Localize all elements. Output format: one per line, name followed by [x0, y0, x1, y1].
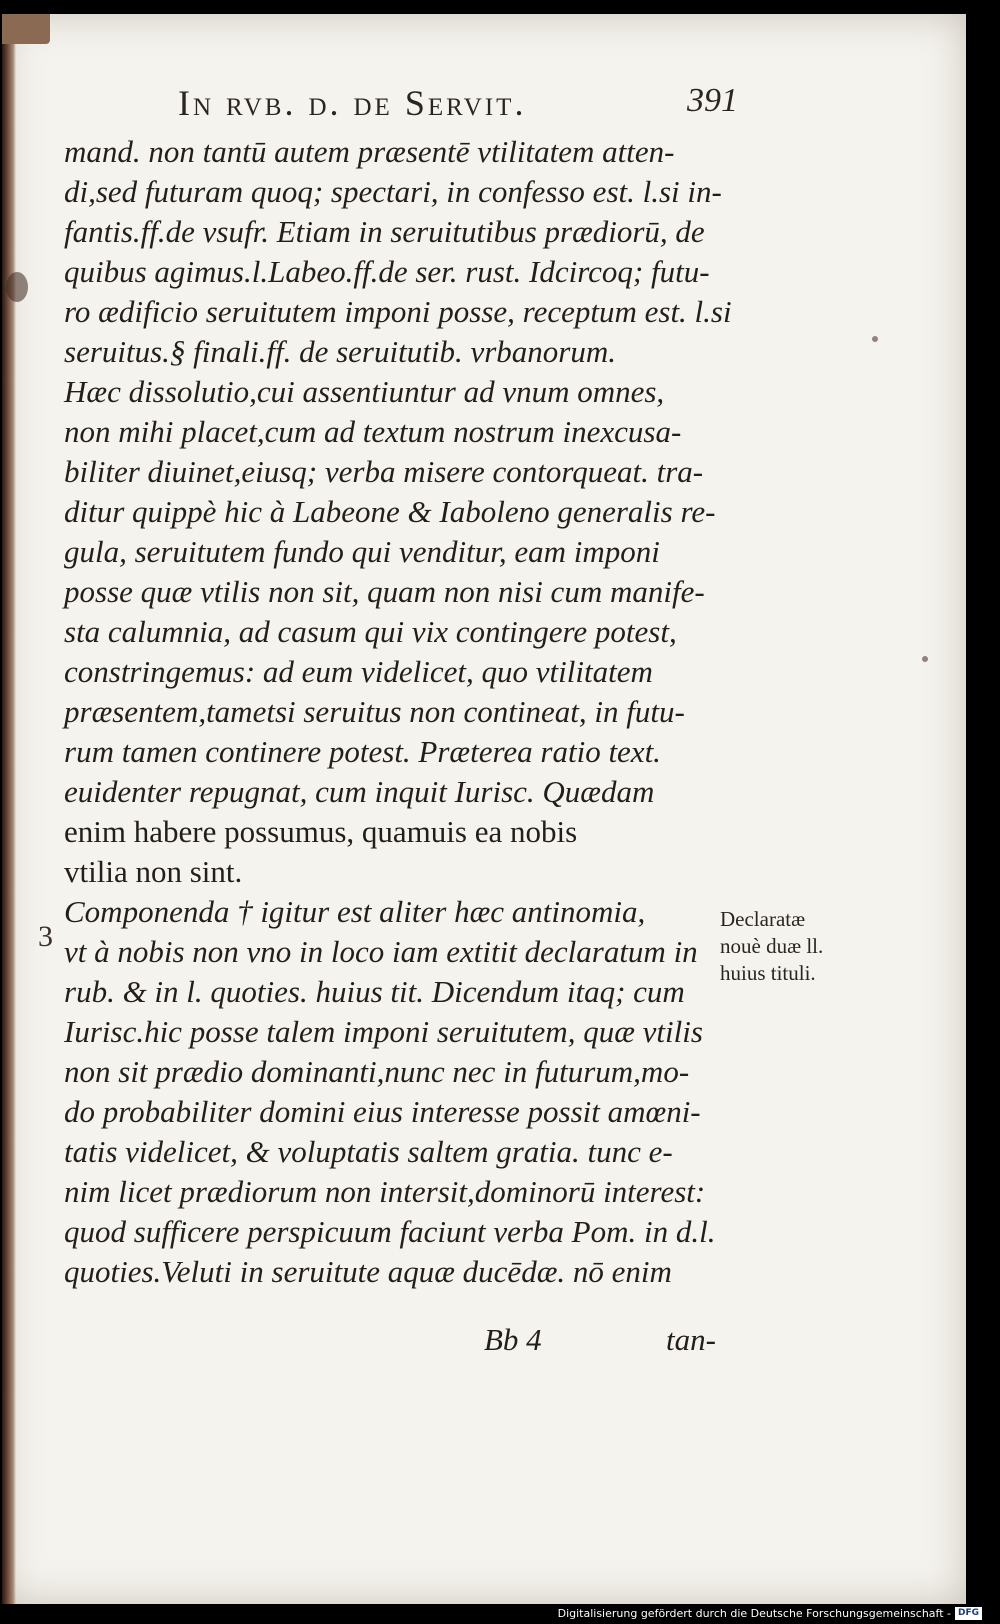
text-line: Iurisc.hic posse talem imponi seruitutem, quæ vtilis: [64, 1014, 703, 1049]
text-line: ro ædificio seruitutem imponi posse, receptum est. l.si: [64, 294, 732, 329]
marginal-note-line: nouè duæ ll.: [720, 934, 824, 958]
text-line: non sit prædio dominanti,nunc nec in futurum,mo-: [64, 1054, 690, 1089]
ink-speck: [872, 336, 878, 342]
page-tab: [2, 14, 50, 44]
catchword: tan-: [666, 1322, 716, 1357]
text-line: Componenda † igitur est aliter hæc antinomia,: [64, 894, 646, 929]
text-line: quoties.Veluti in seruitute aquæ ducēdæ. nō enim: [64, 1254, 672, 1289]
text-line: constringemus: ad eum videlicet, quo vtilitatem: [64, 654, 653, 689]
text-line: di,sed futuram quoq; spectari, in confesso est. l.si in-: [64, 174, 722, 209]
text-line: ditur quippè hic à Labeone & Iaboleno generalis re-: [64, 494, 716, 529]
text-line: rub. & in l. quoties. huius tit. Dicendum itaq; cum: [64, 974, 685, 1009]
book-page: [2, 14, 966, 1604]
text-body: [64, 132, 734, 1292]
credit-text: Digitalisierung gefördert durch die Deutsche Forschungsgemeinschaft -: [557, 1606, 951, 1620]
marginal-note: [720, 906, 880, 987]
text-line: do probabiliter domini eius interesse possit amœni-: [64, 1094, 701, 1129]
text-line: biliter diuinet,eiusq; verba misere contorqueat. tra-: [64, 454, 704, 489]
digitization-credit: [558, 1604, 982, 1622]
text-line: rum tamen continere potest. Præterea ratio text.: [64, 734, 661, 769]
text-line: nim licet prædiorum non intersit,dominorū interest:: [64, 1174, 706, 1209]
text-line: quod sufficere perspicuum faciunt verba Pom. in d.l.: [64, 1214, 716, 1249]
text-line: non mihi placet,cum ad textum nostrum inexcusa-: [64, 414, 682, 449]
text-line: sta calumnia, ad casum qui vix contingere potest,: [64, 614, 677, 649]
dfg-logo: DFG: [955, 1607, 982, 1620]
text-line: quibus agimus.l.Labeo.ff.de ser. rust. Idcircoq; futu-: [64, 254, 710, 289]
text-line: vt à nobis non vno in loco iam extitit declaratum in: [64, 934, 698, 969]
marginal-note-line: huius tituli.: [720, 961, 816, 985]
page-number: 391: [687, 82, 738, 119]
ink-stain: [6, 272, 28, 302]
text-line: enim habere possumus, quamuis ea nobis: [64, 814, 578, 849]
text-line: vtilia non sint.: [64, 854, 243, 889]
page-footer: [64, 1322, 734, 1362]
text-line: mand. non tantū autem præsentē vtilitatem atten-: [64, 134, 675, 169]
text-line: seruitus.§ finali.ff. de seruitutib. vrbanorum.: [64, 334, 616, 369]
running-title: In rvb. d. de Servit.: [178, 83, 527, 123]
text-line: euidenter repugnat, cum inquit Iurisc. Quædam: [64, 774, 655, 809]
text-line: Hæc dissolutio,cui assentiuntur ad vnum omnes,: [64, 374, 665, 409]
running-header: [178, 78, 738, 128]
signature-mark: Bb 4: [484, 1322, 542, 1357]
text-line: posse quæ vtilis non sit, quam non nisi cum manife-: [64, 574, 705, 609]
binding-edge: [2, 14, 16, 1604]
text-line: præsentem,tametsi seruitus non contineat, in futu-: [64, 694, 685, 729]
marginal-number: 3: [38, 920, 53, 953]
ink-speck: [922, 656, 928, 662]
text-line: tatis videlicet, & voluptatis saltem gratia. tunc e-: [64, 1134, 673, 1169]
text-line: gula, seruitutem fundo qui venditur, eam imponi: [64, 534, 660, 569]
text-line: fantis.ff.de vsufr. Etiam in seruitutibus prædiorū, de: [64, 214, 705, 249]
marginal-note-line: Declaratæ: [720, 907, 806, 931]
